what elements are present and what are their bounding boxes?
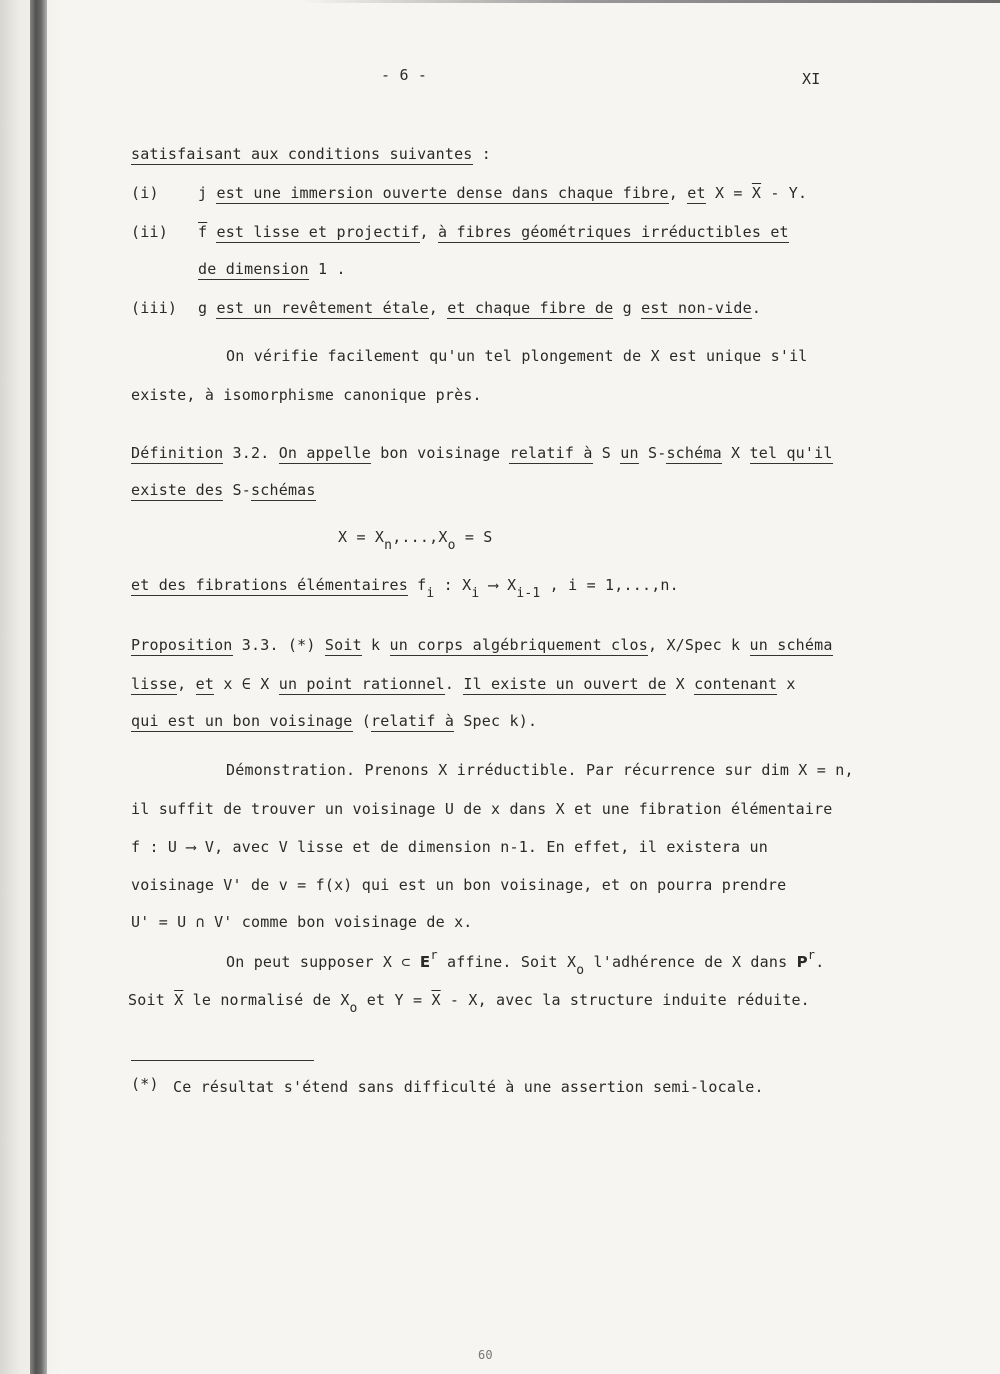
definition-formula: X = Xn,...,Xo = S: [338, 528, 493, 553]
condition-i-text: j est une immersion ouverte dense dans chaque fibre, et $X = \overline{X} - Y$.: [198, 184, 808, 202]
page-footer-number: 60: [478, 1348, 493, 1362]
footnote-marker: *: [297, 636, 307, 654]
condition-ii-text: $\overline{f}$ est lisse et projectif, à fibres géométriques irréductibles et: [198, 223, 789, 241]
demonstration-line6: On peut supposer X ⊂ $E^r$ affine. Soit Xo l'adhérence de X dans $P^r$.: [226, 948, 825, 978]
paragraph-uniqueness-line2: existe, à isomorphisme canonique près.: [131, 386, 482, 404]
condition-i-label: (i): [131, 184, 159, 202]
scan-top-edge: [300, 0, 1000, 3]
definition-line2: existe des S-schémas: [131, 481, 316, 499]
proposition-line3: qui est un bon voisinage (relatif à Spec k).: [131, 712, 538, 730]
demonstration-line7: Soit $\overline{X}$ le normalisé de Xo et $Y = \overline{X} - X$, avec la structure induite réduite.: [128, 991, 810, 1016]
chapter-number: XI: [802, 70, 821, 88]
demonstration-line1: Démonstration. Prenons X irréductible. Par récurrence sur dim X = n,: [226, 761, 854, 779]
condition-ii-label: (ii): [131, 223, 168, 241]
intro-line: satisfaisant aux conditions suivantes :: [131, 145, 492, 163]
paragraph-uniqueness-line1: On vérifie facilement qu'un tel plongement de X est unique s'il: [226, 347, 808, 365]
proposition-line1: Proposition 3.3. (*) Soit k un corps algébriquement clos, X/Spec k un schéma: [131, 636, 833, 654]
condition-iii-label: (iii): [131, 299, 178, 317]
definition-line1: Définition 3.2. On appelle bon voisinage relatif à S un S-schéma X tel qu'il: [131, 444, 833, 462]
footnote-text: Ce résultat s'étend sans difficulté à une assertion semi-locale.: [173, 1078, 764, 1096]
binding-spine: [30, 0, 47, 1374]
page-number: - 6 -: [381, 66, 428, 84]
footnote-mark: (*): [131, 1075, 159, 1093]
condition-ii-cont: de dimension 1 .: [198, 260, 346, 278]
demonstration-line3: f : U ⟶ V, avec V lisse et de dimension n-1. En effet, il existera un: [131, 838, 768, 856]
definition-line3: et des fibrations élémentaires fi : Xi ⟶ Xi-1 , i = 1,...,n.: [131, 576, 679, 601]
demonstration-line4: voisinage V' de v = f(x) qui est un bon voisinage, et on pourra prendre: [131, 876, 787, 894]
demonstration-line5: U' = U ∩ V' comme bon voisinage de x.: [131, 913, 473, 931]
condition-iii-text: g est un revêtement étale, et chaque fibre de g est non-vide.: [198, 299, 762, 317]
footnote-rule: [131, 1060, 314, 1061]
proposition-line2: lisse, et x ∈ X un point rationnel. Il existe un ouvert de X contenant x: [131, 675, 796, 693]
demonstration-line2: il suffit de trouver un voisinage U de x dans X et une fibration élémentaire: [131, 800, 833, 818]
